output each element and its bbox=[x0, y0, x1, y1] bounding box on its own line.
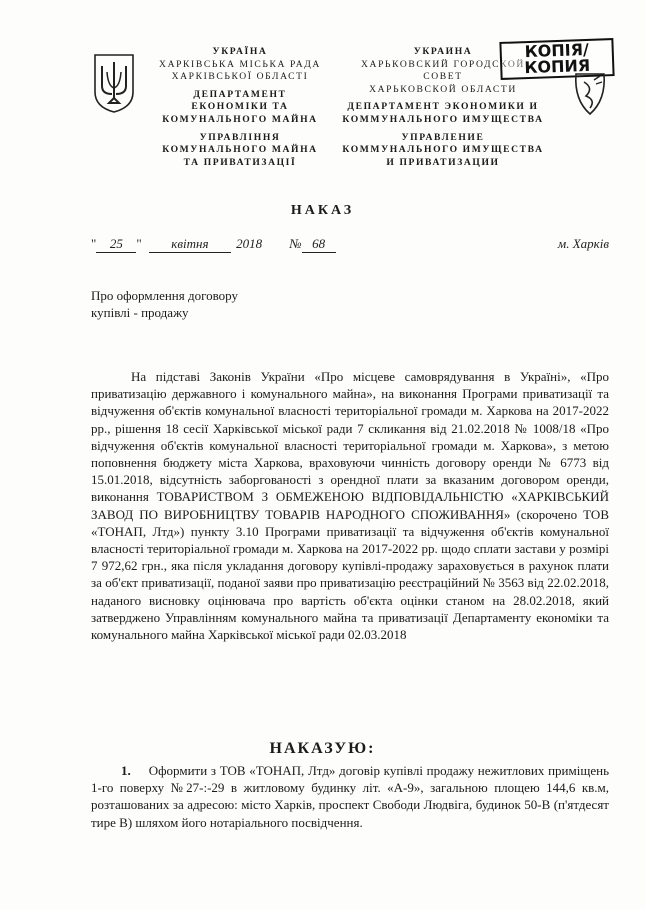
date-open-quote: " bbox=[91, 236, 97, 251]
header-left-upr-2: КОМУНАЛЬНОГО МАЙНА bbox=[162, 144, 318, 156]
header-right-council: ХАРЬКОВСКИЙ ГОРОДСКОЙ bbox=[361, 58, 525, 70]
subject-line-2: купівлі - продажу bbox=[91, 305, 189, 320]
header-left-country: УКРАЇНА bbox=[212, 46, 268, 57]
header-right-council-2: СОВЕТ bbox=[423, 71, 463, 83]
order-item-1-number: 1. bbox=[121, 763, 131, 778]
header-left-council: ХАРКІВСЬКА МІСЬКА РАДА bbox=[159, 58, 321, 70]
header-right-dept-2: КОММУНАЛЬНОГО ИМУЩЕСТВА bbox=[342, 113, 544, 125]
subject bbox=[91, 287, 238, 321]
header-left-region: ХАРКІВСЬКОЇ ОБЛАСТІ bbox=[171, 71, 309, 83]
header-right-region: ХАРЬКОВСКОЙ ОБЛАСТИ bbox=[369, 83, 517, 95]
header-left-upr-1: УПРАВЛІННЯ bbox=[199, 131, 281, 143]
header-right-country: УКРАИНА bbox=[413, 46, 473, 57]
copy-stamp-line-1: КОПІЯ/ bbox=[524, 39, 590, 62]
subject-line-1: Про оформлення договору bbox=[91, 288, 238, 303]
date-month: квітня bbox=[149, 236, 231, 253]
header-right-dept-1: ДЕПАРТАМЕНТ ЭКОНОМИКИ И bbox=[347, 101, 539, 113]
order-number: 68 bbox=[302, 236, 336, 253]
document-title: НАКАЗ bbox=[290, 203, 355, 218]
body-paragraph: На підставі Законів України «Про місцеве самоврядування в Україні», «Про приватизацію державного і комунального майна», на виконання Програми приватизації та відчуження об'єктів комунальної власності територіальної громади м. Харкова на 2017-2022 рр., рішення 18 сесії Харківської міської ради 7 скликання від 21.02.2018 № 1008/18 «Про відчуження об'єктів комунальної власності територіальної громади м. Харкова», з метою поповнення бюджету міста Харкова, враховуючи чинність договору оренди № 6773 від 15.01.2018, відсутність заборгованості з орендної плати за вказаним договором оренди, виконання ТОВАРИСТВОМ З ОБМЕЖЕНОЮ ВІДПОВІДАЛЬНІСТЮ «ХАРКІВСЬКИЙ ЗАВОД ПО ВИРОБНИЦТВУ ТОВАРІВ НАРОДНОГО СПОЖИВАННЯ» (скорочено ТОВ «ТОНАП, Лтд») пункту 3.10 Програми приватизації та відчуження об'єктів комунальної власності територіальної громади м. Харкова на 2017-2022 рр. щодо сплати застави у розмірі 7 972,62 грн., яка після укладання договору купівлі-продажу зараховується в рахунок плати за об'єкт приватизації, поданої заяви про приватизацію реєстраційний № 3563 від 22.02.2018, наданого висновку оцінювача про вартість об'єкта оцінки станом на 28.02.2018, який затверджено Управлінням комунального майна та приватизації Департаменту економіки та комунального майна Харківської міської ради 02.03.2018 bbox=[91, 369, 609, 643]
order-item-1-text: Оформити з ТОВ «ТОНАП, Лтд» договір купівлі продажу нежитлових приміщень 1-го поверху №27-:-29 в житловому будинку літ. «А-9», загальною площею 144,6 кв.м, розташованих за адресою: місто Харків, проспект Свободи Людвіга, будинок 50-В (п'ятдесят тире В) шляхом його нотаріального посвідчення. bbox=[91, 763, 609, 830]
date-year: 2018 bbox=[236, 236, 263, 251]
header-right-upr-1: УПРАВЛЕНИЕ bbox=[401, 131, 485, 143]
header-left bbox=[150, 46, 330, 169]
order-heading: НАКАЗУЮ: bbox=[269, 740, 376, 757]
order-number-label: № bbox=[289, 236, 302, 251]
header-left-dept-2: ЕКОНОМІКИ ТА bbox=[191, 101, 289, 113]
header-right-upr-2: КОММУНАЛЬНОГО ИМУЩЕСТВА bbox=[342, 144, 544, 156]
place: м. Харків bbox=[557, 236, 609, 251]
date-close-quote: " bbox=[136, 236, 142, 251]
copy-stamp-line-2: КОПИЯ bbox=[524, 55, 591, 78]
coat-of-arms-icon bbox=[92, 52, 136, 114]
date-line bbox=[91, 236, 609, 253]
header-right-upr-3: И ПРИВАТИЗАЦИИ bbox=[386, 156, 500, 168]
header-left-dept-3: КОМУНАЛЬНОГО МАЙНА bbox=[162, 113, 318, 125]
header-left-dept-1: ДЕПАРТАМЕНТ bbox=[193, 88, 287, 100]
emblem-icon bbox=[572, 70, 610, 118]
date-day: 25 bbox=[96, 236, 136, 253]
order-item-1 bbox=[91, 762, 609, 831]
header-left-upr-3: ТА ПРИВАТИЗАЦІЇ bbox=[183, 156, 297, 168]
